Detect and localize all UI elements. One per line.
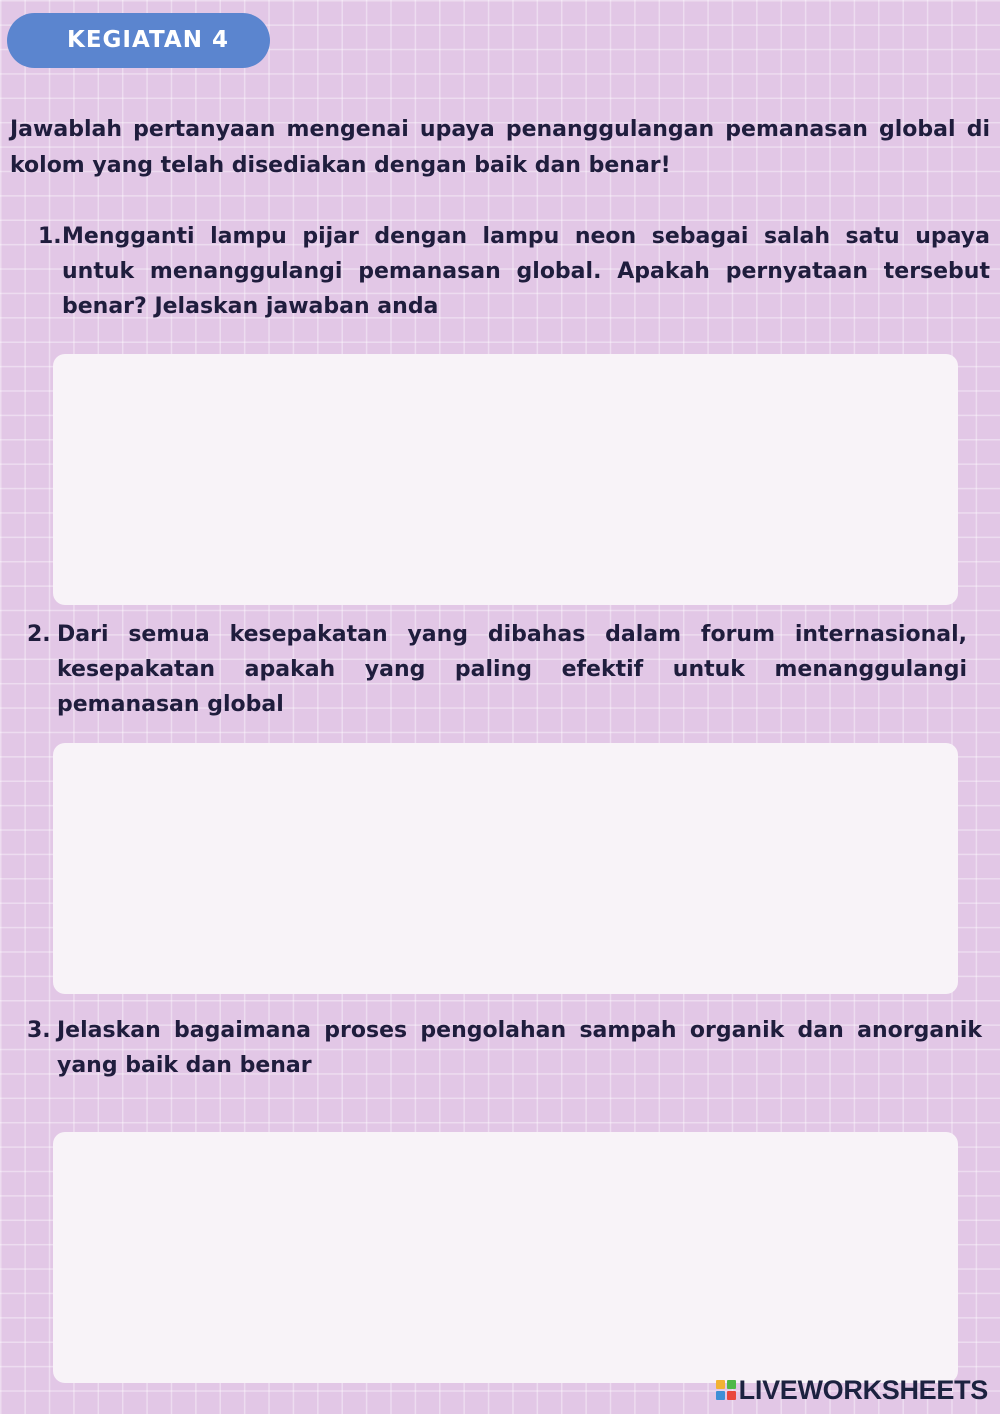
logo-square (716, 1380, 725, 1389)
question-3 (27, 1013, 982, 1083)
logo-square (727, 1380, 736, 1389)
answer-box-3[interactable] (53, 1132, 958, 1383)
liveworksheets-watermark (716, 1376, 988, 1404)
question-text: Jelaskan bagaimana proses pengolahan sampah organik dan anorganik yang baik dan benar (57, 1018, 982, 1078)
question-text: Mengganti lampu pijar dengan lampu neon sebagai salah satu upaya untuk menanggulangi pemanasan global. Apakah pernyataan tersebut benar? Jelaskan jawaban anda (62, 224, 990, 319)
instructions-text: Jawablah pertanyaan mengenai upaya penanggulangan pemanasan global di kolom yang telah disediakan dengan baik dan benar! (10, 117, 990, 178)
question-number: 1. (38, 224, 62, 249)
answer-box-1[interactable] (53, 354, 958, 605)
brand-name: LIVEWORKSHEETS (738, 1374, 988, 1405)
liveworksheets-logo-icon (716, 1380, 736, 1400)
question-text: Dari semua kesepakatan yang dibahas dalam forum internasional, kesepakatan apakah yang paling efektif untuk menanggulangi pemanasan global (57, 622, 967, 717)
question-number: 3. (27, 1018, 51, 1043)
question-1 (38, 219, 990, 324)
logo-square (727, 1391, 736, 1400)
question-2 (27, 617, 967, 722)
answer-box-2[interactable] (53, 743, 958, 994)
activity-badge: KEGIATAN 4 (7, 13, 270, 68)
logo-square (716, 1391, 725, 1400)
question-number: 2. (27, 622, 51, 647)
